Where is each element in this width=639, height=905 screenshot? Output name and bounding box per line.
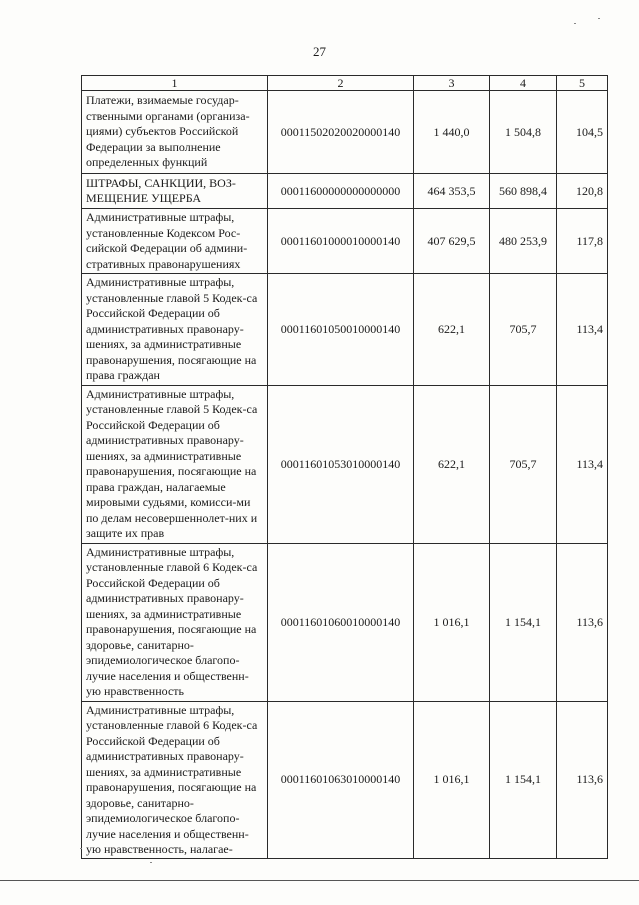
table-row xyxy=(82,174,608,209)
row-code: 00011502020020000140 xyxy=(268,91,414,174)
table-row xyxy=(82,274,608,386)
row-value-2017: 1 154,1 xyxy=(490,543,557,701)
table-header-row xyxy=(82,76,608,91)
row-name: Платежи, взимаемые государ-ственными органами (организа-циями) субъектов Российской Федерации за выполнение определенных функций xyxy=(82,91,268,174)
row-percent: 113,6 xyxy=(557,543,608,701)
row-value-2017: 560 898,4 xyxy=(490,174,557,209)
row-value-2017: 705,7 xyxy=(490,385,557,543)
row-value-2017: 705,7 xyxy=(490,274,557,386)
row-code: 00011601000010000140 xyxy=(268,209,414,274)
row-value-2016: 1 016,1 xyxy=(414,543,490,701)
row-value-2017: 1 154,1 xyxy=(490,701,557,858)
row-name: Административные штрафы, установленные главой 5 Кодек-са Российской Федерации об административных правонару-шениях, за административные правонарушения, посягающие на права граждан xyxy=(82,274,268,386)
row-code: 00011601063010000140 xyxy=(268,701,414,858)
row-name: Административные штрафы, установленные главой 6 Кодек-са Российской Федерации об административных правонару-шениях, за административные правонарушения, посягающие на здоровье, санитарно-эпидемиологическое благопо-лучие населения и общественн-ую нравственность, налагае- xyxy=(82,701,268,858)
row-name: Административные штрафы, установленные Кодексом Рос-сийской Федерации об админи-стративных правонарушениях xyxy=(82,209,268,274)
row-percent: 113,6 xyxy=(557,701,608,858)
row-name: ШТРАФЫ, САНКЦИИ, ВОЗ-МЕЩЕНИЕ УЩЕРБА xyxy=(82,174,268,209)
row-code: 00011600000000000000 xyxy=(268,174,414,209)
col-header-4: 4 xyxy=(490,76,557,91)
scan-speck xyxy=(598,18,600,19)
table-row xyxy=(82,91,608,174)
col-header-5: 5 xyxy=(557,76,608,91)
scan-edge-line xyxy=(0,880,639,881)
row-percent: 104,5 xyxy=(557,91,608,174)
budget-table xyxy=(81,75,608,859)
row-percent: 120,8 xyxy=(557,174,608,209)
row-value-2017: 480 253,9 xyxy=(490,209,557,274)
row-percent: 113,4 xyxy=(557,274,608,386)
row-value-2016: 622,1 xyxy=(414,385,490,543)
row-code: 00011601053010000140 xyxy=(268,385,414,543)
row-value-2016: 1 440,0 xyxy=(414,91,490,174)
col-header-3: 3 xyxy=(414,76,490,91)
scan-speck xyxy=(80,848,82,849)
col-header-1: 1 xyxy=(82,76,268,91)
table-row xyxy=(82,701,608,858)
row-name: Административные штрафы, установленные главой 5 Кодек-са Российской Федерации об административных правонару-шениях, за административные правонарушения, посягающие на права граждан, налагаемые мировыми судьями, комисси-ми по делам несовершеннолет-них и защите их прав xyxy=(82,385,268,543)
row-percent: 117,8 xyxy=(557,209,608,274)
row-value-2016: 622,1 xyxy=(414,274,490,386)
row-code: 00011601050010000140 xyxy=(268,274,414,386)
table-row xyxy=(82,209,608,274)
table-row xyxy=(82,543,608,701)
row-value-2016: 407 629,5 xyxy=(414,209,490,274)
row-percent: 113,4 xyxy=(557,385,608,543)
row-value-2016: 464 353,5 xyxy=(414,174,490,209)
row-code: 00011601060010000140 xyxy=(268,543,414,701)
page-number: 27 xyxy=(313,44,326,59)
scan-speck xyxy=(150,862,152,863)
row-value-2017: 1 504,8 xyxy=(490,91,557,174)
scan-speck xyxy=(574,23,576,24)
table-row xyxy=(82,385,608,543)
row-value-2016: 1 016,1 xyxy=(414,701,490,858)
col-header-2: 2 xyxy=(268,76,414,91)
row-name: Административные штрафы, установленные главой 6 Кодек-са Российской Федерации об административных правонару-шениях, за административные правонарушения, посягающие на здоровье, санитарно-эпидемиологическое благопо-лучие населения и общественн-ую нравственность xyxy=(82,543,268,701)
